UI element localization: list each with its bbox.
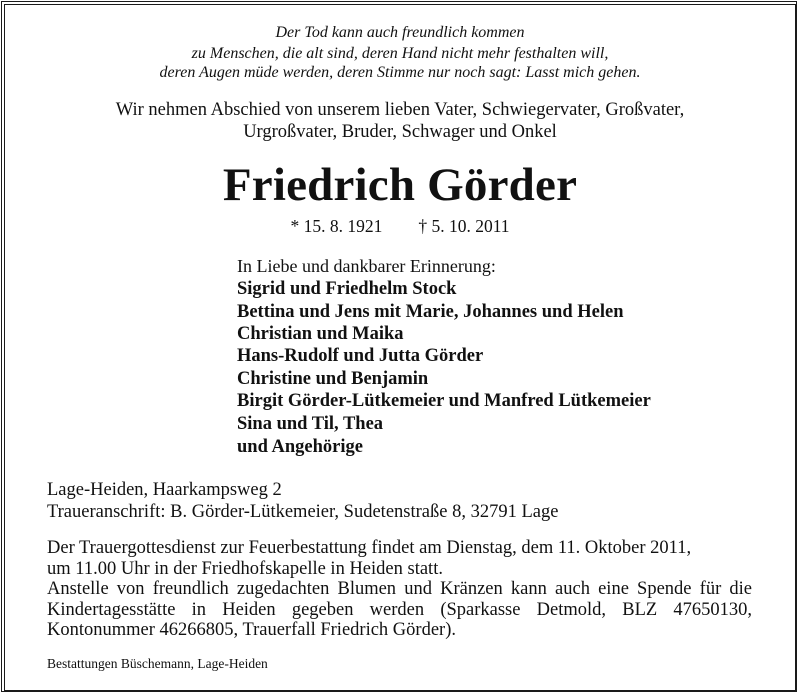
funeral-home: Bestattungen Büschemann, Lage-Heiden [47, 656, 268, 671]
mourners-intro: In Liebe und dankbarer Erinnerung: [237, 256, 496, 276]
intro-line-2: Urgroßvater, Bruder, Schwager und Onkel [243, 122, 557, 142]
service-line-2: um 11.00 Uhr in der Friedhofskapelle in Heiden statt. [47, 559, 443, 579]
mourner-name: Christine und Benjamin [237, 369, 429, 389]
mourner-name: und Angehörige [237, 437, 363, 457]
mourner-name: Bettina und Jens mit Marie, Johannes und Helen [237, 302, 624, 322]
life-dates [0, 216, 800, 237]
birth-date: * 15. 8. 1921 [290, 216, 383, 236]
intro-line-1: Wir nehmen Abschied von unserem lieben Vater, Schwiegervater, Großvater, [115, 100, 685, 120]
mourner-name: Christian und Maika [237, 324, 404, 344]
mourner-name: Sigrid und Friedhelm Stock [237, 279, 457, 299]
family-address: Lage-Heiden, Haarkampsweg 2 [47, 480, 282, 500]
deceased-name: Friedrich Görder [222, 159, 578, 211]
donation-line-1: Anstelle von freundlich zugedachten Blumen und Kränzen kann auch eine Spende für die [47, 579, 752, 599]
poem-line-1: Der Tod kann auch freundlich kommen [275, 24, 525, 41]
donation-line-2: Kindertagesstätte in Heiden gegeben werden (Sparkasse Detmold, BLZ 47650130, [47, 600, 752, 620]
poem-line-2: zu Menschen, die alt sind, deren Hand nicht mehr festhalten will, [191, 45, 609, 62]
donation-line-3: Kontonummer 46266805, Trauerfall Friedrich Görder). [47, 620, 456, 640]
mourner-name: Hans-Rudolf und Jutta Görder [237, 346, 484, 366]
service-line-1: Der Trauergottesdienst zur Feuerbestattung findet am Dienstag, dem 11. Oktober 2011, [47, 538, 692, 558]
condolence-address: Traueranschrift: B. Görder-Lütkemeier, Sudetenstraße 8, 32791 Lage [47, 502, 559, 522]
mourner-name: Birgit Görder-Lütkemeier und Manfred Lütkemeier [237, 391, 651, 411]
mourner-name: Sina und Til, Thea [237, 414, 384, 434]
death-date: † 5. 10. 2011 [418, 216, 510, 236]
poem-line-3: deren Augen müde werden, deren Stimme nur noch sagt: Lasst mich gehen. [159, 64, 641, 81]
